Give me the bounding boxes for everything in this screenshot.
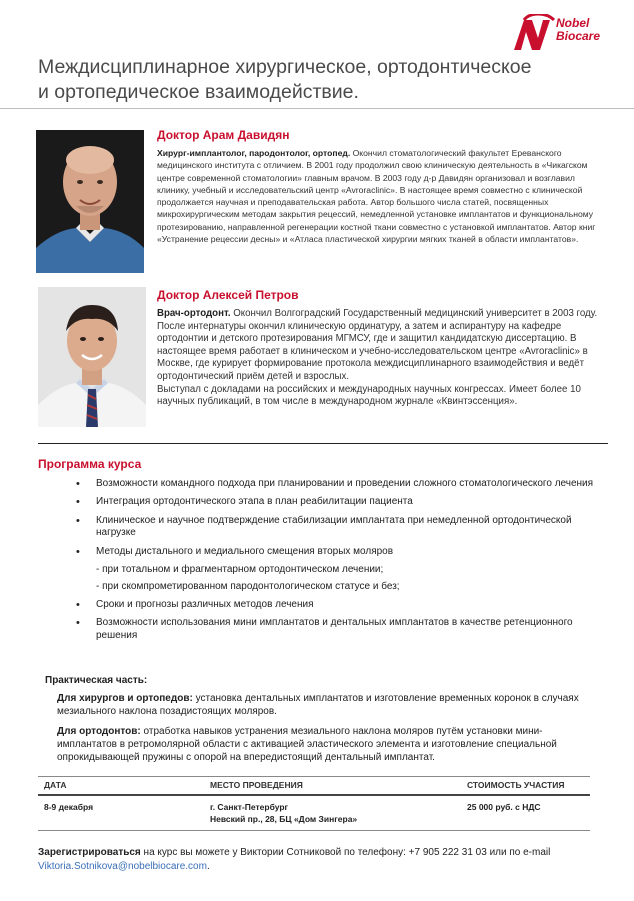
practice-ortho-text: отработка навыков устранения мезиального наклона моляров путём установки мини-имплантатов в ретромолярной области с активацией эластического элемента и изготовление специальной опрокидывающей пружины с опорой на впередистоящий дентальный имплантат. xyxy=(57,726,557,763)
registration-info xyxy=(38,846,608,874)
speaker-photo-davidyan xyxy=(36,130,144,273)
schedule-bottom-rule xyxy=(38,830,590,831)
practice-surgeons xyxy=(57,692,602,718)
registration-email-link[interactable]: Viktoria.Sotnikova@nobelbiocare.com xyxy=(38,861,207,872)
schedule-top-rule xyxy=(38,776,590,777)
program-subitem: - при скомпрометированном пародонтологическом статусе и без; xyxy=(96,581,400,593)
schedule-place-address: Невский пр., 28, БЦ «Дом Зингера» xyxy=(210,814,358,824)
bio-text: Окончил Волгоградский Государственный медицинский университет в 2003 году. После интернатуры окончил клиническую ординатуру, а затем и аспирантуру на кафедре ортодонтии и детского протезирования МГМСУ, где и защитил кандидатскую диссертацию. В настоящее время работает в клиническом и учебно-исследовательском центре «Avroraclinic» в Москве, где курирует формирование протокола междисциплинарного взаимодействия и ведёт ортодонтический приём детей и взрослых. xyxy=(157,308,598,382)
schedule-header-price: СТОИМОСТЬ УЧАСТИЯ xyxy=(467,780,565,790)
practice-surgeons-lead: Для хирургов и ортопедов: xyxy=(57,693,193,704)
schedule-price: 25 000 руб. с НДС xyxy=(467,802,541,812)
bio-text: Окончил стоматологический факультет Ереванского медицинского института с отличием. В 2001 году продолжил свою клиническую деятельность в «Чикагском центре современной стоматологии» главным врачом. В 2003 году д-р Давидян организовал и возглавил клинику, учебный и исследовательский центр «Avroraclinic». В настоящее время совместно с клинической продолжается научная и преподавательская работа. Автор большого числа статей, посвященных микрохирургическим методам закрытия рецессий, немедленной установке имплантатов и функциональному протезированию, направленной регенерации костной ткани совместно с установкой имплантатов. Автор книг «Устранение рецессии десны» и «Атласа пластической хирургии мягких тканей в области имплантатов». xyxy=(157,148,596,245)
registration-text: на курс вы можете у Виктории Сотниковой по телефону: +7 905 222 31 03 или по e-mail xyxy=(140,847,551,858)
program-item: • Клиническое и научное подтверждение стабилизации имплантата при немедленной ортодонтической нагрузке xyxy=(60,515,605,540)
program-subitem: - при тотальном и фрагментарном ортодонтическом лечении; xyxy=(96,564,384,576)
logo-wordmark: Nobel Biocare xyxy=(556,16,601,43)
program-item: • Сроки и прогнозы различных методов лечения xyxy=(60,599,605,611)
bio-lead: Хирург-имплантолог, пародонтолог, ортопед. xyxy=(157,148,351,158)
registration-lead: Зарегистрироваться xyxy=(38,847,141,858)
practice-ortho-lead: Для ортодонтов: xyxy=(57,726,141,737)
speaker-bio-davidyan xyxy=(157,147,604,245)
program-item: • Методы дистального и медиального смещения вторых моляров xyxy=(60,546,605,558)
program-title: Программа курса xyxy=(38,457,142,471)
speaker-bio-petrov xyxy=(157,308,604,409)
schedule-date: 8-9 декабря xyxy=(44,802,94,812)
nobel-biocare-logo xyxy=(512,14,622,54)
schedule-place-city: г. Санкт-Петербург xyxy=(210,802,289,812)
bio-text-2: Выступал с докладами на российских и международных научных конгрессах. Имеет более 10 научных публикаций, в том числе в международном журнале «Квинтэссенция». xyxy=(157,383,581,408)
program-item: • Возможности командного подхода при планировании и проведении сложного стоматологического лечения xyxy=(60,478,605,490)
practice-orthodontists xyxy=(57,725,602,764)
program-list xyxy=(60,478,605,648)
logo-mark-icon xyxy=(512,14,558,52)
speaker-name-davidyan: Доктор Арам Давидян xyxy=(157,128,290,142)
schedule-place xyxy=(210,801,357,825)
practice-surgeons-text: установка дентальных имплантатов и изготовление временных коронок в случаях мезиального наклона позадистоящих моляров. xyxy=(57,693,579,717)
schedule-header-place: МЕСТО ПРОВЕДЕНИЯ xyxy=(210,780,303,790)
practice-label: Практическая часть: xyxy=(45,675,148,686)
bio-lead: Врач-ортодонт. xyxy=(157,308,231,319)
page-title xyxy=(38,55,608,105)
section-divider xyxy=(38,443,608,444)
program-item: • Интеграция ортодонтического этапа в план реабилитации пациента xyxy=(60,496,605,508)
schedule-header-rule xyxy=(38,794,590,796)
speaker-photo-petrov xyxy=(38,287,146,427)
speaker-name-petrov: Доктор Алексей Петров xyxy=(157,288,299,302)
program-item: • Возможности использования мини имплантатов и дентальных имплантатов в качестве ретенционного решения xyxy=(60,617,605,642)
title-line-2: и ортопедическое взаимодействие. xyxy=(38,81,359,103)
title-line-1: Междисциплинарное хирургическое, ортодонтическое xyxy=(38,56,532,78)
registration-tail: . xyxy=(206,861,210,872)
schedule-header-date: ДАТА xyxy=(44,780,67,790)
title-divider xyxy=(0,108,634,109)
